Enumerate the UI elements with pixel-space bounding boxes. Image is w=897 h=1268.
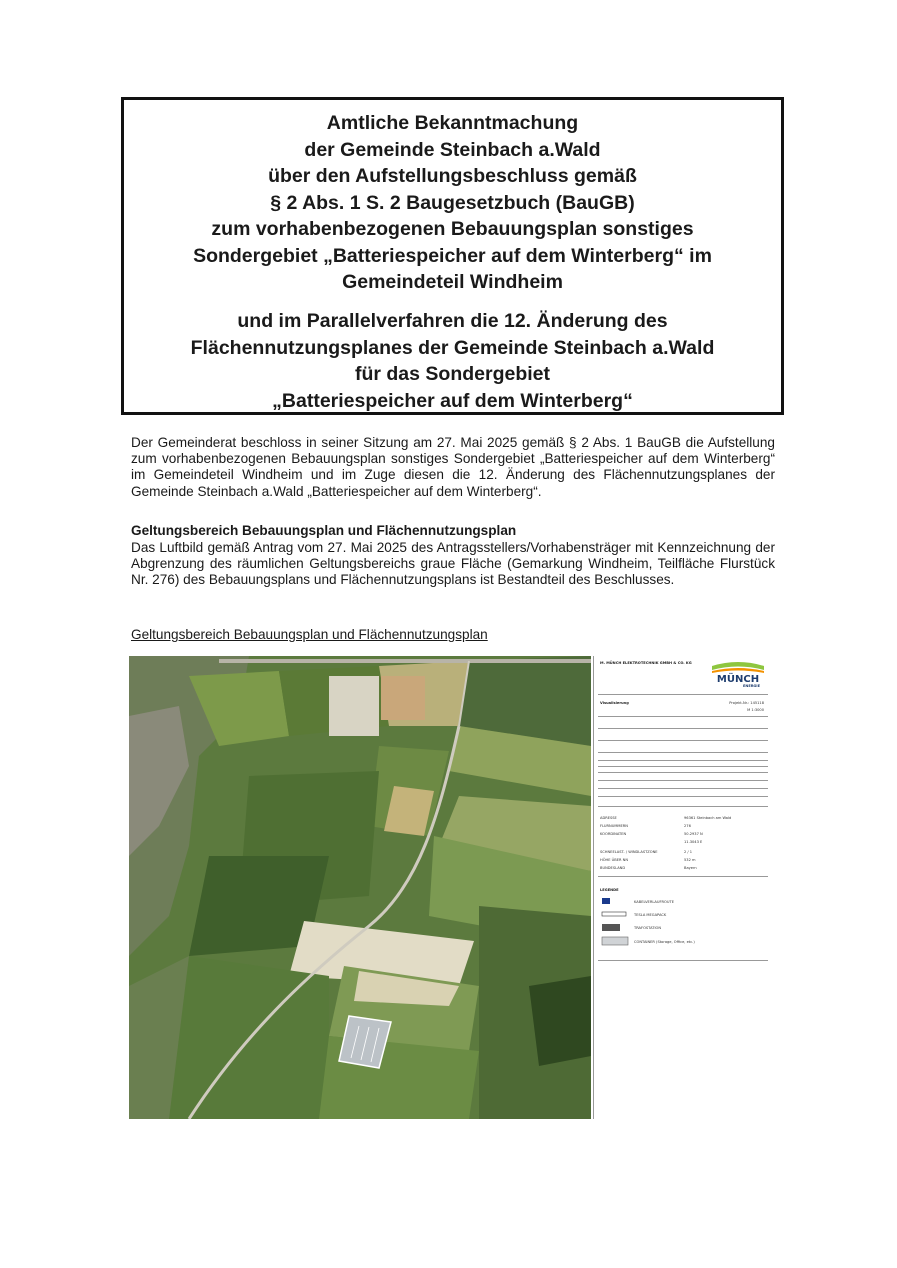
logo-main-text: MÜNCH bbox=[716, 674, 760, 685]
scope-heading: Geltungsbereich Bebauungsplan und Flächennutzungsplan bbox=[131, 523, 517, 538]
project-number: Projekt-Nr.: 145118 bbox=[729, 701, 764, 705]
title-line: zum vorhabenbezogenen Bebauungsplan sonstiges bbox=[211, 218, 694, 240]
info-value: 276 bbox=[684, 824, 691, 828]
info-value: 96361 Steinbach am Wald bbox=[684, 816, 732, 820]
title-line: Amtliche Bekanntmachung bbox=[326, 112, 579, 134]
legend-item: KABELVERLAUFROUTE bbox=[634, 900, 674, 904]
scale-label: M 1:3000 bbox=[747, 708, 764, 712]
info-value: 11.3043 E bbox=[684, 840, 703, 844]
info-label: SCHNEELAST- / WINDLASTZONE bbox=[600, 850, 658, 854]
resolution-paragraph: Der Gemeinderat beschloss in seiner Sitzung am 27. Mai 2025 gemäß § 2 Abs. 1 BauGB die Aufstellung zum vorhabenbezogenen Bebauungsplan sonstiges Sondergebiet „Batteriespeicher auf dem Winterberg“ im Gemeindeteil Windheim und im Zuge diesen die 12. Änderung des Flächennutzungsplanes der Gemeinde Steinbach a.Wald „Batteriespeicher auf dem Winterberg“. bbox=[131, 435, 775, 499]
container-symbol bbox=[602, 937, 628, 945]
info-label: ADRESSE bbox=[600, 816, 617, 820]
info-label: BUNDESLAND bbox=[600, 866, 626, 870]
aerial-plan-figure bbox=[129, 656, 771, 1121]
title-line: Flächennutzungsplanes der Gemeinde Steinbach a.Wald bbox=[190, 336, 715, 359]
title-line: Sondergebiet „Batteriespeicher auf dem Winterberg“ im bbox=[193, 244, 712, 267]
title-block-1 bbox=[124, 110, 781, 296]
title-block-2 bbox=[124, 308, 781, 414]
aerial-photo bbox=[129, 656, 591, 1119]
title-line: Gemeindeteil Windheim bbox=[342, 271, 563, 293]
info-value: 532 m bbox=[684, 858, 696, 862]
title-line: über den Aufstellungsbeschluss gemäß bbox=[268, 165, 637, 187]
info-value: 2 / 1 bbox=[684, 850, 693, 854]
info-label: HÖHE ÜBER NN bbox=[600, 858, 629, 862]
title-line: § 2 Abs. 1 S. 2 Baugesetzbuch (BauGB) bbox=[270, 191, 635, 214]
legend-item: CONTAINER (Storage, Office, etc.) bbox=[634, 940, 695, 944]
scope-paragraph: Das Luftbild gemäß Antrag vom 27. Mai 2025 des Antragsstellers/Vorhabensträger mit Kennzeichnung der Abgrenzung des räumlichen Geltungsbereichs graue Fläche (Gemarkung Windheim, Teilfläche Flurstück Nr. 276) des Bebauungsplans und Flächennutzungsplans ist Bestandteil des Beschlusses. bbox=[131, 540, 775, 588]
plan-title-block bbox=[593, 656, 772, 1119]
title-line: für das Sondergebiet bbox=[354, 363, 551, 385]
legend-item: TESLA MEGAPACK bbox=[634, 913, 667, 917]
title-line: „Batteriespeicher auf dem Winterberg“ bbox=[272, 389, 633, 412]
legend-item: TRAFOSTATION bbox=[634, 926, 662, 930]
legend-title: LEGENDE bbox=[600, 888, 619, 892]
company-logo bbox=[710, 660, 766, 688]
company-name: M. MÜNCH ELEKTROTECHNIK GMBH & CO. KG bbox=[600, 661, 692, 665]
info-label: KOORDINATEN bbox=[600, 832, 627, 836]
legend-symbols bbox=[600, 898, 630, 956]
visualisierung-label: Visualisierung bbox=[600, 701, 629, 705]
map-caption: Geltungsbereich Bebauungsplan und Flächennutzungsplan bbox=[131, 627, 488, 642]
logo-sub-text: ENERGIE bbox=[743, 684, 760, 688]
megapack-symbol bbox=[602, 912, 626, 916]
cable-route-symbol bbox=[602, 898, 610, 904]
announcement-title-box bbox=[121, 97, 784, 415]
title-line: und im Parallelverfahren die 12. Änderung des bbox=[237, 310, 668, 332]
info-value: Bayern bbox=[684, 866, 697, 870]
info-value: 50.2937 N bbox=[684, 832, 703, 836]
info-label: FLURNUMMERN bbox=[600, 824, 628, 828]
title-line: der Gemeinde Steinbach a.Wald bbox=[304, 138, 601, 161]
trafostation-symbol bbox=[602, 924, 620, 931]
